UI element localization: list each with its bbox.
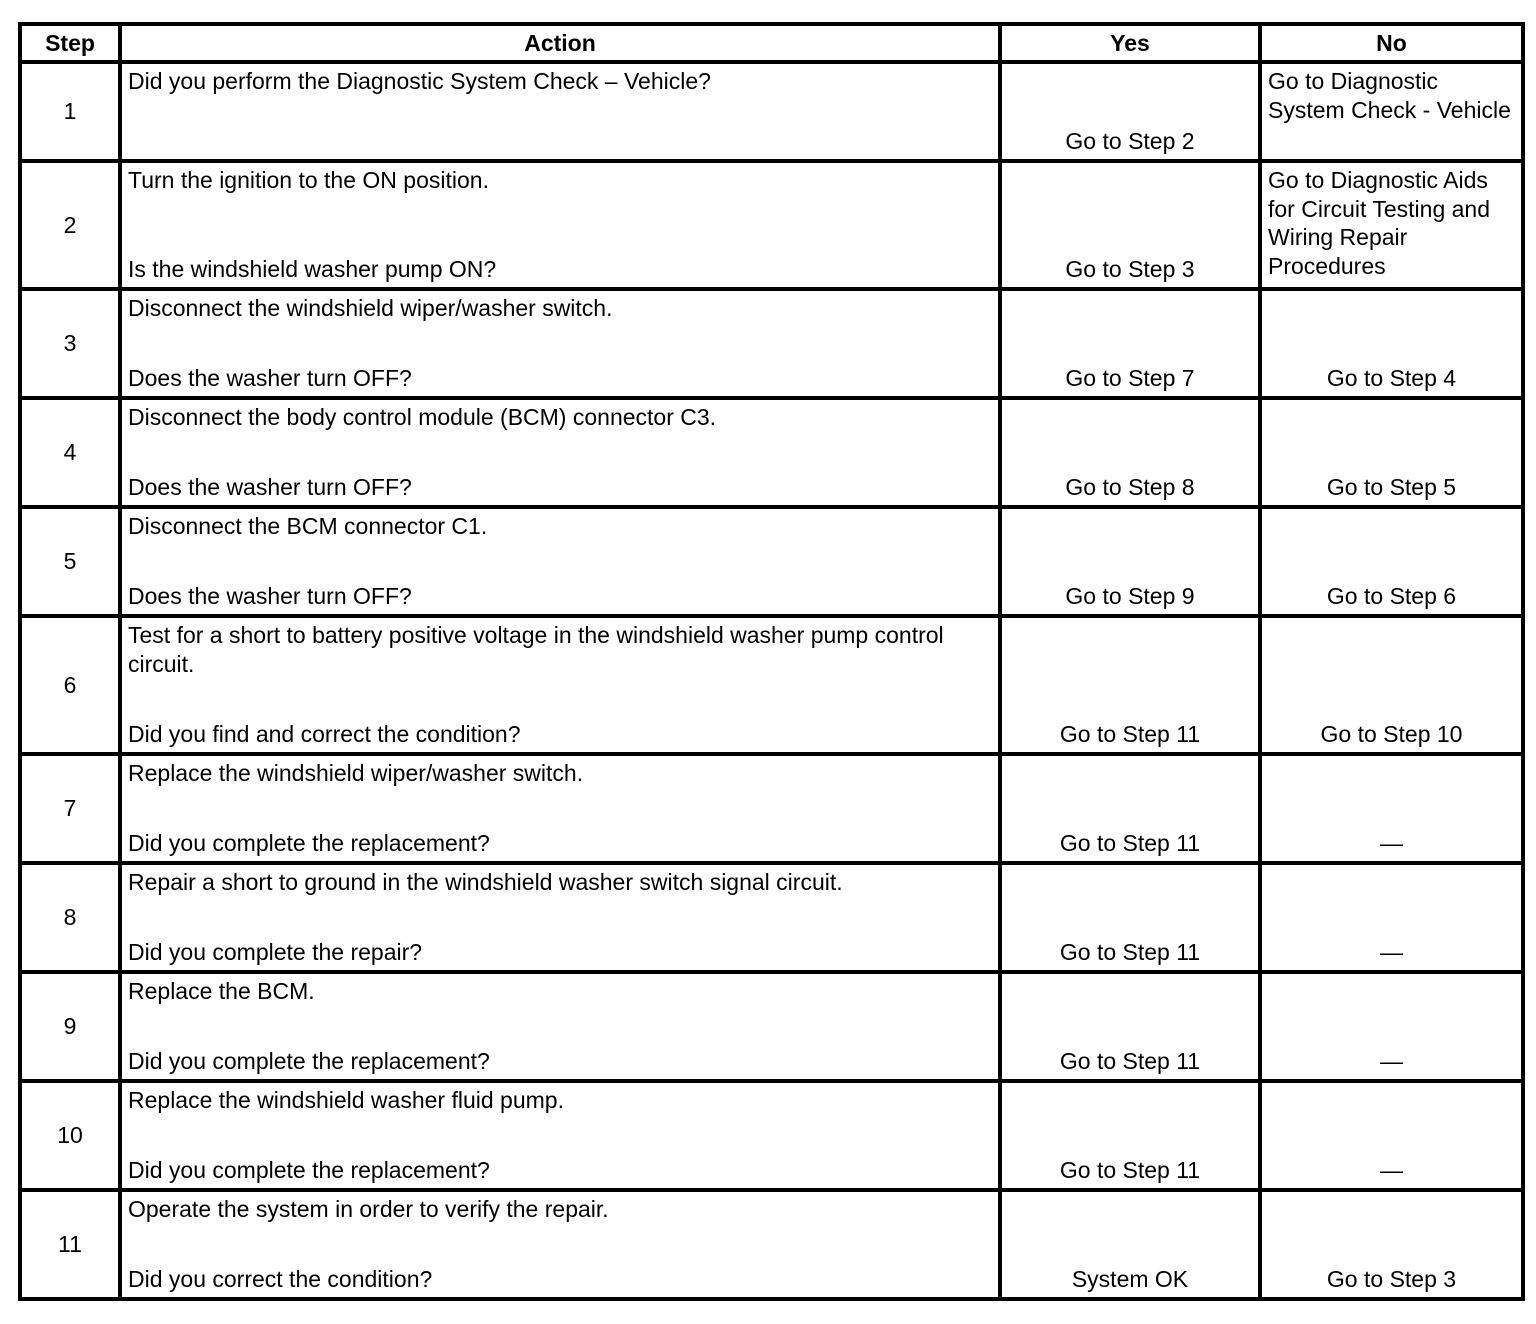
diagnostic-table: [18, 22, 1525, 1301]
step-number: 4: [20, 398, 120, 507]
action-instruction: Operate the system in order to verify the repair.: [128, 1196, 609, 1222]
table-row: [20, 616, 1523, 754]
no-result: Go to Diagnostic Aids for Circuit Testing and Wiring Repair Procedures: [1260, 161, 1523, 289]
no-result: —: [1260, 1081, 1523, 1190]
action-instruction: Disconnect the BCM connector C1.: [128, 513, 488, 539]
action-question: Did you complete the replacement?: [128, 1156, 490, 1183]
yes-result: Go to Step 8: [1000, 398, 1260, 507]
yes-result: Go to Step 9: [1000, 507, 1260, 616]
action-question: Did you complete the repair?: [128, 938, 423, 965]
yes-result: Go to Step 7: [1000, 289, 1260, 398]
step-number: 11: [20, 1190, 120, 1299]
table-row: [20, 754, 1523, 863]
no-result: —: [1260, 754, 1523, 863]
table-header-row: [20, 24, 1523, 62]
action-question: Did you complete the replacement?: [128, 829, 490, 856]
yes-result: Go to Step 2: [1000, 62, 1260, 161]
step-number: 6: [20, 616, 120, 754]
action-instruction: Disconnect the windshield wiper/washer switch.: [128, 295, 613, 321]
no-result: Go to Step 4: [1260, 289, 1523, 398]
no-result: Go to Step 3: [1260, 1190, 1523, 1299]
yes-result: Go to Step 11: [1000, 863, 1260, 972]
action-question: Does the washer turn OFF?: [128, 364, 412, 391]
step-number: 2: [20, 161, 120, 289]
action-instruction: Repair a short to ground in the windshield washer switch signal circuit.: [128, 869, 843, 895]
no-result: Go to Step 6: [1260, 507, 1523, 616]
table-row: [20, 289, 1523, 398]
action-instruction: Disconnect the body control module (BCM) connector C3.: [128, 404, 717, 430]
action-instruction: Replace the windshield washer fluid pump.: [128, 1087, 564, 1113]
table-row: [20, 62, 1523, 161]
table-row: [20, 398, 1523, 507]
action-cell: [120, 398, 1000, 507]
action-instruction: Turn the ignition to the ON position.: [128, 167, 489, 193]
table-row: [20, 1081, 1523, 1190]
no-result: —: [1260, 863, 1523, 972]
header-step: Step: [20, 24, 120, 62]
action-cell: [120, 1081, 1000, 1190]
table-row: [20, 161, 1523, 289]
table-row: [20, 972, 1523, 1081]
yes-result: Go to Step 11: [1000, 972, 1260, 1081]
yes-result: System OK: [1000, 1190, 1260, 1299]
action-cell: [120, 507, 1000, 616]
action-instruction: Did you perform the Diagnostic System Check – Vehicle?: [128, 68, 711, 94]
action-question: Is the windshield washer pump ON?: [128, 255, 497, 282]
action-instruction: Replace the windshield wiper/washer switch.: [128, 760, 584, 786]
action-question: Does the washer turn OFF?: [128, 582, 412, 609]
action-cell: [120, 863, 1000, 972]
no-result: Go to Step 5: [1260, 398, 1523, 507]
header-yes: Yes: [1000, 24, 1260, 62]
step-number: 5: [20, 507, 120, 616]
action-cell: [120, 1190, 1000, 1299]
step-number: 1: [20, 62, 120, 161]
action-question: Does the washer turn OFF?: [128, 473, 412, 500]
step-number: 10: [20, 1081, 120, 1190]
action-instruction: Replace the BCM.: [128, 978, 315, 1004]
step-number: 9: [20, 972, 120, 1081]
no-result: Go to Diagnostic System Check - Vehicle: [1260, 62, 1523, 161]
action-question: Did you find and correct the condition?: [128, 720, 521, 747]
no-result: Go to Step 10: [1260, 616, 1523, 754]
yes-result: Go to Step 11: [1000, 616, 1260, 754]
header-action: Action: [120, 24, 1000, 62]
yes-result: Go to Step 11: [1000, 1081, 1260, 1190]
action-cell: [120, 161, 1000, 289]
table-row: [20, 507, 1523, 616]
yes-result: Go to Step 11: [1000, 754, 1260, 863]
table-body: [20, 62, 1523, 1299]
step-number: 8: [20, 863, 120, 972]
table-row: [20, 1190, 1523, 1299]
yes-result: Go to Step 3: [1000, 161, 1260, 289]
no-result: —: [1260, 972, 1523, 1081]
action-question: Did you complete the replacement?: [128, 1047, 490, 1074]
table-row: [20, 863, 1523, 972]
action-cell: [120, 754, 1000, 863]
action-cell: [120, 616, 1000, 754]
action-instruction: Test for a short to battery positive voltage in the windshield washer pump control circuit.: [128, 622, 944, 677]
step-number: 3: [20, 289, 120, 398]
action-cell: [120, 289, 1000, 398]
action-cell: [120, 62, 1000, 161]
action-cell: [120, 972, 1000, 1081]
action-question: Did you correct the condition?: [128, 1265, 433, 1292]
step-number: 7: [20, 754, 120, 863]
header-no: No: [1260, 24, 1523, 62]
